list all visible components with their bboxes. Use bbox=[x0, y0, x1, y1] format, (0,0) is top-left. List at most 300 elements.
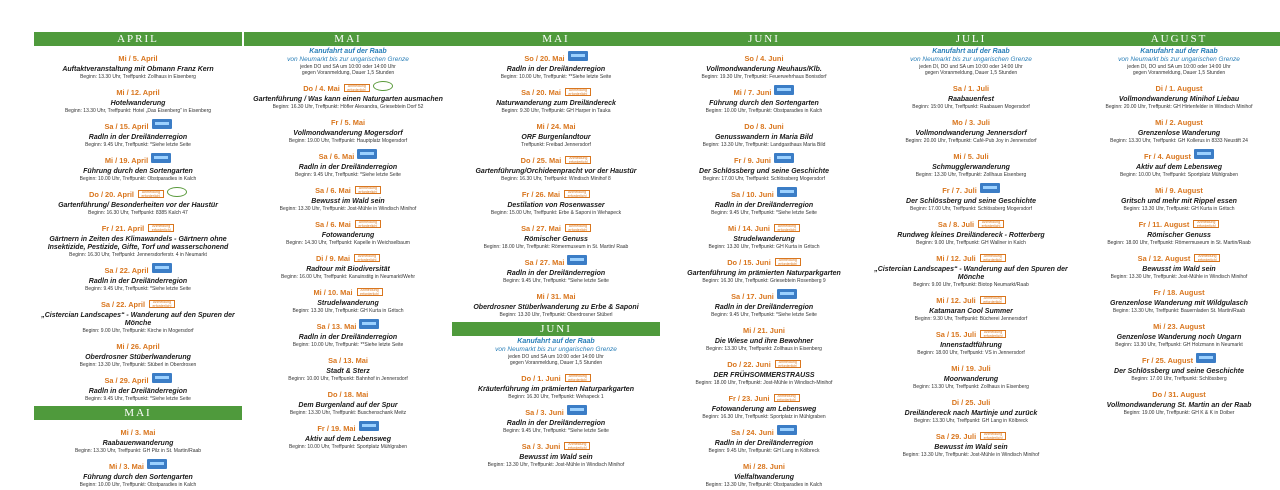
event-item bbox=[244, 248, 452, 280]
event-item bbox=[1075, 180, 1280, 212]
event-item bbox=[34, 370, 242, 402]
event-date-row bbox=[34, 150, 242, 168]
event-item bbox=[867, 248, 1075, 288]
event-item bbox=[452, 286, 660, 318]
event-item bbox=[660, 48, 868, 80]
event-details: Beginn: 10.00 Uhr, Treffpunkt: **Siehe letzte Seite bbox=[292, 341, 404, 348]
event-title: Genzenlose Wanderung noch Ungarn bbox=[1116, 333, 1242, 341]
event-item bbox=[1075, 384, 1280, 416]
month-column bbox=[867, 32, 1075, 460]
event-date-row bbox=[867, 112, 1075, 130]
event-title: Römischer Genuss bbox=[1147, 231, 1211, 239]
event-title: Radln in der Dreiländerregion bbox=[298, 163, 398, 171]
event-item bbox=[660, 116, 868, 148]
event-item bbox=[660, 320, 868, 352]
event-date-row bbox=[34, 294, 242, 312]
event-title: Radln in der Dreiländerregion bbox=[714, 202, 814, 209]
event-title: Führung durch den Sortengarten bbox=[709, 100, 819, 107]
event-details: Beginn: 20.00 Uhr, Treffpunkt: Café-Pub Joy in Jennersdorf bbox=[905, 137, 1037, 144]
naturpark-logo-icon bbox=[1196, 353, 1216, 363]
event-title: Vollmondwanderung St. Martin an der Raab bbox=[1106, 401, 1252, 409]
event-title: Gartenführung / Was kann einen Naturgarten ausmachen bbox=[253, 95, 443, 103]
event-details: Beginn: 18.00 Uhr, Treffpunkt: VS in Jennersdorf bbox=[917, 349, 1025, 356]
registration-required-badge: Anmeldung erforderlich! bbox=[138, 190, 164, 198]
event-date-row bbox=[452, 48, 660, 66]
event-date: Sa / 6. Mai bbox=[315, 219, 351, 229]
event-item bbox=[660, 184, 868, 216]
event-date-row bbox=[34, 184, 242, 202]
event-title: Vielfaltwanderung bbox=[733, 474, 795, 481]
event-date-row bbox=[244, 316, 452, 334]
event-title: Rundweg kleines Dreiländereck - Rotterberg bbox=[897, 231, 1045, 239]
event-details: Beginn: 16.00 Uhr, Treffpunkt: Kanuinstitg in Neumarkt/Wehr bbox=[280, 273, 416, 280]
event-title: Strudelwanderung bbox=[733, 236, 795, 243]
event-date-row bbox=[34, 336, 242, 354]
event-date: Fr / 5. Mai bbox=[330, 117, 366, 127]
event-title: Radtour mit Biodiversität bbox=[306, 265, 390, 273]
event-title: DER FRÜHSOMMERSTRAUSS bbox=[713, 372, 815, 379]
canoe-note-subtitle: von Neumarkt bis zur ungarischen Grenze bbox=[910, 56, 1032, 63]
event-item bbox=[867, 290, 1075, 322]
event-item bbox=[34, 336, 242, 368]
event-item bbox=[244, 350, 452, 382]
event-item bbox=[867, 78, 1075, 110]
event-date-row bbox=[244, 146, 452, 164]
event-title: Grenzenlose Wanderung bbox=[1137, 129, 1221, 137]
naturpark-logo-icon bbox=[567, 405, 587, 415]
event-date: Fr / 7. Juli bbox=[942, 185, 977, 195]
event-date: Fr / 25. August bbox=[1141, 355, 1194, 365]
event-title: Der Schlössberg und seine Geschichte bbox=[699, 168, 829, 175]
event-date-row bbox=[660, 456, 868, 474]
event-title: Radln in der Dreiländerregion bbox=[88, 388, 188, 395]
event-date: Mi / 19. April bbox=[104, 156, 149, 165]
event-item bbox=[660, 422, 868, 454]
event-item bbox=[452, 82, 660, 114]
event-date-row bbox=[452, 286, 660, 304]
event-date-row bbox=[244, 214, 452, 232]
event-date-row bbox=[244, 350, 452, 368]
month-header: JULI bbox=[867, 32, 1075, 46]
event-date: Sa / 1. Juli bbox=[952, 83, 990, 93]
event-title: Bewusst im Wald sein bbox=[519, 453, 593, 461]
event-title: Bewusst im Wald sein bbox=[1142, 265, 1216, 273]
event-details: Beginn: 13.30 Uhr, Treffpunkt: Bauernladen St. Martin/Raab bbox=[1112, 307, 1246, 314]
event-date: Mi / 2. August bbox=[1155, 117, 1203, 127]
event-date-row bbox=[867, 146, 1075, 164]
event-item bbox=[867, 146, 1075, 178]
event-details: Beginn: 13.30 Uhr, Treffpunkt: Zollhaus in Eisenberg bbox=[80, 74, 196, 80]
event-title: Naturwanderung zum Dreiländereck bbox=[496, 100, 616, 107]
event-details: Beginn: 9.45 Uhr, Treffpunkt: *Siehe letzte Seite bbox=[85, 142, 191, 148]
event-title: Vollmondwanderung Jennersdorf bbox=[915, 129, 1027, 137]
month-column bbox=[34, 32, 242, 490]
canoe-note bbox=[867, 48, 1075, 76]
event-item bbox=[34, 82, 242, 114]
event-date-row bbox=[244, 248, 452, 266]
naturpark-logo-icon bbox=[359, 421, 379, 431]
event-details: Beginn: 9.45 Uhr, Treffpunkt: *Siehe letzte Seite bbox=[711, 210, 817, 216]
event-date-row bbox=[1075, 248, 1280, 266]
event-details: Beginn: 13.30 Uhr, Treffpunkt: GH Pilz in St. Martin/Raab bbox=[74, 448, 202, 454]
naturpark-logo-icon bbox=[777, 289, 797, 299]
event-details: Beginn: 13.30 Uhr, Treffpunkt: GH Kurta in Gritsch bbox=[708, 244, 820, 250]
event-date: So / 4. Juni bbox=[744, 54, 784, 63]
event-details: Beginn: 9.00 Uhr, Treffpunkt: GH Wallner in Kalch bbox=[916, 239, 1026, 246]
event-item bbox=[244, 418, 452, 450]
event-details: Beginn: 18.00 Uhr, Treffpunkt: Römermuseum in St. Martin/ Raab bbox=[483, 244, 629, 250]
event-title: Bewusst im Wald sein bbox=[934, 443, 1008, 451]
month-header: JUNI bbox=[660, 32, 868, 46]
event-details: Beginn: 13.30 Uhr, Treffpunkt: Oberdrosner Stüberl bbox=[499, 312, 613, 318]
event-item bbox=[244, 78, 452, 110]
event-item bbox=[1075, 350, 1280, 382]
registration-required-badge: Anmeldung erforderlich! bbox=[775, 258, 801, 266]
event-date-row bbox=[34, 218, 242, 236]
event-date-row bbox=[452, 402, 660, 420]
event-date-row bbox=[1075, 282, 1280, 300]
event-date-row bbox=[867, 180, 1075, 198]
event-details: Beginn: 15.00 Uhr, Treffpunkt: Erbe & Saponi in Wehapeck bbox=[490, 210, 622, 216]
event-title: Moorwanderung bbox=[943, 375, 999, 383]
canoe-note bbox=[452, 338, 660, 366]
registration-required-badge: Anmeldung erforderlich! bbox=[980, 432, 1006, 440]
canoe-note-schedule: jeden DO und SA um 10:00 oder 14:00 Uhr bbox=[300, 63, 396, 70]
event-date-row bbox=[34, 370, 242, 388]
event-details: Beginn: 13.30 Uhr, Treffpunkt: GH Holzmann in Neumarkt bbox=[1115, 341, 1243, 348]
registration-required-badge: Anmeldung erforderlich! bbox=[1193, 220, 1219, 228]
event-details: Beginn: 13.30 Uhr, Treffpunkt: Zollhaus in Eisenberg bbox=[913, 383, 1029, 390]
event-title: Raabauenwanderung bbox=[102, 440, 174, 447]
registration-required-badge: Anmeldung erforderlich! bbox=[565, 88, 591, 96]
event-item bbox=[1075, 78, 1280, 110]
event-item bbox=[452, 48, 660, 80]
event-date: Do / 20. April bbox=[89, 190, 134, 199]
event-item bbox=[34, 294, 242, 334]
event-details: Beginn: 13.30 Uhr, Treffpunkt: GH Kollerus in 8333 Neustift 24 bbox=[1110, 137, 1248, 144]
event-date: Sa / 6. Mai bbox=[315, 185, 351, 195]
event-date: Sa / 15. Juli bbox=[935, 329, 977, 339]
event-details: Beginn: 13.30 Uhr, Treffpunkt: Stüberl in Oberdrosen bbox=[79, 362, 197, 368]
event-item bbox=[452, 116, 660, 148]
event-title: Dem Burgenland auf der Spur bbox=[298, 401, 398, 409]
event-date-row bbox=[867, 324, 1075, 342]
event-date: Do / 22. Juni bbox=[727, 360, 771, 369]
event-date: Mo / 3. Juli bbox=[952, 117, 990, 127]
event-item bbox=[244, 112, 452, 144]
event-date: Di / 25. Juli bbox=[951, 397, 991, 407]
naturpark-logo-icon bbox=[1194, 149, 1214, 159]
event-item bbox=[867, 180, 1075, 212]
event-title: Die Wiese und ihre Bewohner bbox=[714, 338, 814, 345]
event-item bbox=[244, 214, 452, 246]
event-date: Mi / 14. Juni bbox=[728, 224, 770, 233]
naturpark-logo-icon bbox=[147, 459, 167, 469]
event-date-row bbox=[660, 422, 868, 440]
event-date: Do / 18. Mai bbox=[327, 389, 369, 399]
registration-required-badge: Anmeldung erforderlich! bbox=[354, 254, 380, 262]
event-item bbox=[660, 252, 868, 284]
naturpark-logo-icon bbox=[152, 373, 172, 383]
event-details: Beginn: 13.30 Uhr, Treffpunkt: Hotel „Das Eisenberg“ in Eisenberg bbox=[64, 108, 212, 114]
event-title: Radln in der Dreiländerregion bbox=[506, 66, 606, 73]
month-column bbox=[452, 32, 660, 470]
event-title: Auftaktveranstaltung mit Obmann Franz Kern bbox=[62, 66, 214, 73]
event-date: Do / 4. Mai bbox=[303, 83, 340, 93]
event-title: „Cistercian Landscapes“ - Wanderung auf den Spuren der Mönche bbox=[41, 312, 235, 327]
month-column bbox=[660, 32, 868, 490]
event-date: Fr / 21. April bbox=[101, 224, 145, 233]
event-item bbox=[867, 324, 1075, 356]
event-date-row bbox=[34, 82, 242, 100]
event-details: Beginn: 13.30 Uhr, Treffpunkt: Landgasthaus Maria Bild bbox=[702, 142, 826, 148]
naturpark-logo-icon bbox=[777, 187, 797, 197]
event-date-row bbox=[452, 436, 660, 454]
canoe-note-title: Kanufahrt auf der Raab bbox=[932, 48, 1010, 55]
canoe-note-title: Kanufahrt auf der Raab bbox=[309, 48, 387, 55]
event-title: Vollmondwanderung Mogersdorf bbox=[293, 129, 403, 137]
event-date-row bbox=[1075, 214, 1280, 232]
event-date: Mi / 28. Juni bbox=[743, 462, 785, 471]
event-item bbox=[660, 286, 868, 318]
registration-required-badge: Anmeldung erforderlich! bbox=[1194, 254, 1220, 262]
event-item bbox=[34, 260, 242, 292]
event-date: Fr / 26. Mai bbox=[521, 190, 561, 199]
event-date: Sa / 15. April bbox=[104, 122, 149, 131]
garden-seal-icon bbox=[373, 81, 393, 91]
event-date: Mi / 5. Juli bbox=[953, 151, 989, 161]
event-date: Mi / 12. Juli bbox=[936, 295, 976, 305]
event-details: Beginn: 13.30 Uhr, Treffpunkt: Obstparadies in Kalch bbox=[705, 482, 823, 488]
event-details: Beginn: 17.00 Uhr, Treffpunkt: Schlössberg Mogersdorf bbox=[703, 176, 825, 182]
registration-required-badge: Anmeldung erforderlich! bbox=[565, 224, 591, 232]
event-item bbox=[867, 358, 1075, 390]
canoe-note-subtitle: von Neumarkt bis zur ungarischen Grenze bbox=[1118, 56, 1240, 63]
event-item bbox=[867, 112, 1075, 144]
event-date: Fr / 23. Juni bbox=[728, 394, 770, 403]
event-date-row bbox=[1075, 78, 1280, 96]
event-item bbox=[452, 150, 660, 182]
event-details: Beginn: 9.45 Uhr, Treffpunkt: *Siehe letzte Seite bbox=[503, 278, 609, 284]
event-title: Gärtnern in Zeiten des Klimawandels - Gärtnern ohne Insektizide, Pestizide, Gifte, Torf und wasserschonend bbox=[47, 236, 229, 251]
event-title: Vollmondwanderung Minihof Liebau bbox=[1118, 95, 1240, 103]
event-title: Gritsch und mehr mit Rippel essen bbox=[1121, 197, 1237, 205]
registration-required-badge: Anmeldung erforderlich! bbox=[774, 394, 800, 402]
event-date: Sa / 20. Mai bbox=[521, 88, 561, 97]
event-title: Gartenführung/Orchideenpracht vor der Haustür bbox=[475, 168, 637, 175]
event-details: Beginn: 13.30 Uhr, Treffpunkt: Buschenschank Meitz bbox=[289, 409, 407, 416]
event-title: Aktiv auf dem Lebensweg bbox=[1136, 163, 1222, 171]
event-date: Mi / 7. Juni bbox=[733, 88, 772, 97]
registration-required-badge: Anmeldung erforderlich! bbox=[980, 296, 1006, 304]
event-date-row bbox=[660, 354, 868, 372]
event-date-row bbox=[34, 422, 242, 440]
registration-required-badge: Anmeldung erforderlich! bbox=[775, 360, 801, 368]
month-header: MAI bbox=[452, 32, 660, 46]
event-details: Beginn: 9.30 Uhr, Treffpunkt: GH Harper in Tauka bbox=[501, 108, 611, 114]
event-title: Der Schlössberg und seine Geschichte bbox=[1114, 367, 1244, 375]
event-item bbox=[244, 146, 452, 178]
event-title: Führung durch den Sortengarten bbox=[83, 474, 193, 481]
event-details: Beginn: 16.30 Uhr, Treffpunkt: Jennersdorferstr. 4 in Neumarkt bbox=[69, 252, 207, 258]
event-item bbox=[867, 392, 1075, 424]
event-date: Mi / 9. August bbox=[1155, 185, 1203, 195]
event-date: Sa / 10. Juni bbox=[731, 190, 774, 199]
event-date: Fr / 9. Juni bbox=[734, 156, 771, 165]
event-item bbox=[452, 436, 660, 468]
event-item bbox=[660, 82, 868, 114]
event-title: Fotowanderung bbox=[321, 231, 375, 239]
event-item bbox=[1075, 282, 1280, 314]
event-date-row bbox=[867, 78, 1075, 96]
event-date-row bbox=[452, 184, 660, 202]
event-date: Sa / 6. Mai bbox=[318, 151, 355, 161]
event-date-row bbox=[452, 218, 660, 236]
month-header: AUGUST bbox=[1075, 32, 1280, 46]
event-date-row bbox=[452, 82, 660, 100]
event-details: Beginn: 13.30 Uhr, Treffpunkt: GH Kurta in Gritsch bbox=[1123, 205, 1235, 212]
event-title: Kräuterführung im prämierten Naturparkgarten bbox=[478, 385, 634, 393]
event-date: So / 20. Mai bbox=[524, 54, 565, 63]
naturpark-logo-icon bbox=[357, 149, 377, 159]
event-details: Beginn: 13.30 Uhr, Treffpunkt: GH Kurta in Gritsch bbox=[292, 307, 404, 314]
event-title: Strudelwanderung bbox=[317, 299, 379, 307]
event-date-row bbox=[660, 116, 868, 134]
event-item bbox=[244, 316, 452, 348]
event-date: Sa / 3. Juni bbox=[525, 407, 564, 417]
event-details: Beginn: 13.30 Uhr, Treffpunkt: Jost-Mühle in Windisch Minihof bbox=[1110, 273, 1248, 280]
registration-required-badge: Anmeldung erforderlich! bbox=[565, 374, 591, 382]
event-details: Beginn: 16.30 Uhr, Treffpunkt: Windisch Minihof 8 bbox=[501, 176, 611, 182]
event-title: Radln in der Dreiländerregion bbox=[88, 134, 188, 141]
event-title: Genusswandern in Maria Bild bbox=[714, 134, 814, 141]
naturpark-logo-icon bbox=[152, 119, 172, 129]
event-title: Stadt & Sterz bbox=[326, 367, 370, 375]
canoe-note-title: Kanufahrt auf der Raab bbox=[1140, 48, 1218, 55]
event-date-row bbox=[1075, 384, 1280, 402]
event-details: Beginn: 17.00 Uhr, Treffpunkt: Schlössberg Mogersdorf bbox=[910, 205, 1032, 212]
event-item bbox=[452, 368, 660, 400]
event-item bbox=[34, 150, 242, 182]
event-date: Do / 1. Juni bbox=[521, 373, 561, 383]
event-date: Fr / 19. Mai bbox=[317, 423, 356, 433]
event-item bbox=[244, 384, 452, 416]
event-date-row bbox=[867, 392, 1075, 410]
event-date-row bbox=[244, 78, 452, 96]
event-title: Schmugglerwanderung bbox=[932, 163, 1010, 171]
event-date-row bbox=[660, 286, 868, 304]
event-title: Oberdrosner Stüberlwanderung zu Erbe & Saponi bbox=[473, 304, 639, 311]
event-date: Sa / 27. Mai bbox=[521, 224, 561, 233]
event-date: Do / 8. Juni bbox=[744, 122, 784, 131]
event-details: Beginn: 10.00 Uhr, Treffpunkt: Obstparadies in Kalch bbox=[705, 108, 823, 114]
event-details: Beginn: 13.30 Uhr, Treffpunkt: GH Lang in Kölbreck bbox=[914, 417, 1028, 424]
event-item bbox=[660, 388, 868, 420]
event-details: Beginn: 10.00 Uhr, Treffpunkt: Obstparadies in Kalch bbox=[79, 482, 197, 488]
event-details: Treffpunkt: Freibad Jennersdorf bbox=[521, 142, 591, 148]
event-date-row bbox=[452, 116, 660, 134]
event-date: Sa / 13. Mai bbox=[316, 321, 357, 331]
event-date: Mi / 23. August bbox=[1153, 321, 1205, 331]
registration-required-badge: Anmeldung erforderlich! bbox=[355, 220, 381, 228]
event-title: Fotowanderung am Lebensweg bbox=[711, 406, 817, 413]
registration-required-badge: Anmeldung erforderlich! bbox=[149, 300, 175, 308]
event-details: Beginn: 10.00 Uhr, Treffpunkt: **Siehe letzte Seite bbox=[500, 74, 612, 80]
event-date-row bbox=[34, 456, 242, 474]
event-date: Mi / 24. Mai bbox=[536, 122, 576, 131]
event-date: Sa / 17. Juni bbox=[731, 292, 774, 301]
event-title: „Cistercian Landscapes“ - Wanderung auf den Spuren der Mönche bbox=[874, 265, 1068, 281]
event-date-row bbox=[452, 150, 660, 168]
event-details: Beginn: 9.45 Uhr, Treffpunkt: *Siehe letzte Seite bbox=[295, 171, 401, 178]
registration-required-badge: Anmeldung erforderlich! bbox=[774, 224, 800, 232]
event-details: Beginn: 17.00 Uhr, Treffpunkt: Schlössberg bbox=[1131, 375, 1227, 382]
event-details: Beginn: 19.00 Uhr, Treffpunkt: Hauptplatz Mogersdorf bbox=[288, 137, 408, 144]
event-item bbox=[452, 252, 660, 284]
event-details: Beginn: 10.00 Uhr, Treffpunkt: Sportplatz Mühlgraben bbox=[1119, 171, 1239, 178]
event-date: Mi / 31. Mai bbox=[536, 292, 576, 301]
event-date-row bbox=[452, 252, 660, 270]
event-date: Mi / 12. Juli bbox=[936, 253, 976, 263]
registration-required-badge: Anmeldung erforderlich! bbox=[565, 156, 591, 164]
canoe-note-duration: gegen Voranmeldung, Dauer 1,5 Stunden bbox=[1132, 69, 1226, 76]
event-title: Grenzenlose Wanderung mit Wildgulasch bbox=[1110, 299, 1248, 307]
event-details: Beginn: 10.00 Uhr, Treffpunkt: Bahnhof in Jennersdorf bbox=[288, 375, 408, 382]
event-date: Sa / 22. April bbox=[100, 300, 146, 309]
event-date-row bbox=[660, 218, 868, 236]
event-details: Beginn: 9.00 Uhr, Treffpunkt: Biotop Neumarkt/Raab bbox=[913, 281, 1029, 288]
event-date-row bbox=[867, 426, 1075, 444]
naturpark-logo-icon bbox=[152, 263, 172, 273]
event-details: Beginn: 13.30 Uhr, Treffpunkt: Jost-Mühle in Windisch Minihof bbox=[902, 451, 1040, 458]
event-date: Mi / 26. April bbox=[116, 342, 160, 351]
event-date-row bbox=[34, 260, 242, 278]
event-details: Beginn: 13.30 Uhr, Treffpunkt: Jost-Mühle in Windisch Minihof bbox=[487, 461, 625, 468]
naturpark-logo-icon bbox=[774, 85, 794, 95]
event-item bbox=[244, 282, 452, 314]
event-date-row bbox=[660, 184, 868, 202]
month-column bbox=[1075, 32, 1280, 418]
event-item bbox=[1075, 214, 1280, 246]
event-title: Römischer Genuss bbox=[524, 236, 588, 243]
event-date: Mi / 10. Mai bbox=[313, 287, 353, 297]
event-date-row bbox=[660, 320, 868, 338]
event-date: Mi / 3. Mai bbox=[120, 428, 156, 437]
event-date: Do / 31. August bbox=[1152, 389, 1206, 399]
event-title: Gartenführung/ Besonderheiten vor der Haustür bbox=[58, 202, 218, 209]
event-details: Beginn: 16.30 Uhr, Treffpunkt: Wehapeck 1 bbox=[508, 393, 604, 400]
event-date-row bbox=[34, 48, 242, 66]
event-title: Bewusst im Wald sein bbox=[311, 197, 385, 205]
canoe-note-duration: gegen Voranmeldung, Dauer 1,5 Stunden bbox=[301, 69, 395, 76]
event-item bbox=[867, 426, 1075, 458]
event-date-row bbox=[244, 180, 452, 198]
canoe-note bbox=[1075, 48, 1280, 76]
event-title: Oberdrosner Stüberlwanderung bbox=[85, 354, 191, 361]
event-item bbox=[452, 184, 660, 216]
canoe-note-schedule: jeden DI, DO und SA um 10:00 oder 14:00 Uhr bbox=[1127, 63, 1231, 70]
registration-required-badge: Anmeldung erforderlich! bbox=[148, 224, 174, 232]
event-item bbox=[34, 456, 242, 488]
canoe-note-title: Kanufahrt auf der Raab bbox=[517, 338, 595, 345]
event-title: Destilation von Rosenwasser bbox=[507, 202, 605, 209]
event-title: Radln in der Dreiländerregion bbox=[714, 440, 814, 447]
month-header: MAI bbox=[34, 406, 242, 420]
event-title: Innenstadtführung bbox=[940, 341, 1002, 349]
naturpark-logo-icon bbox=[359, 319, 379, 329]
event-date-row bbox=[244, 282, 452, 300]
event-date: Do / 15. Juni bbox=[727, 258, 771, 267]
